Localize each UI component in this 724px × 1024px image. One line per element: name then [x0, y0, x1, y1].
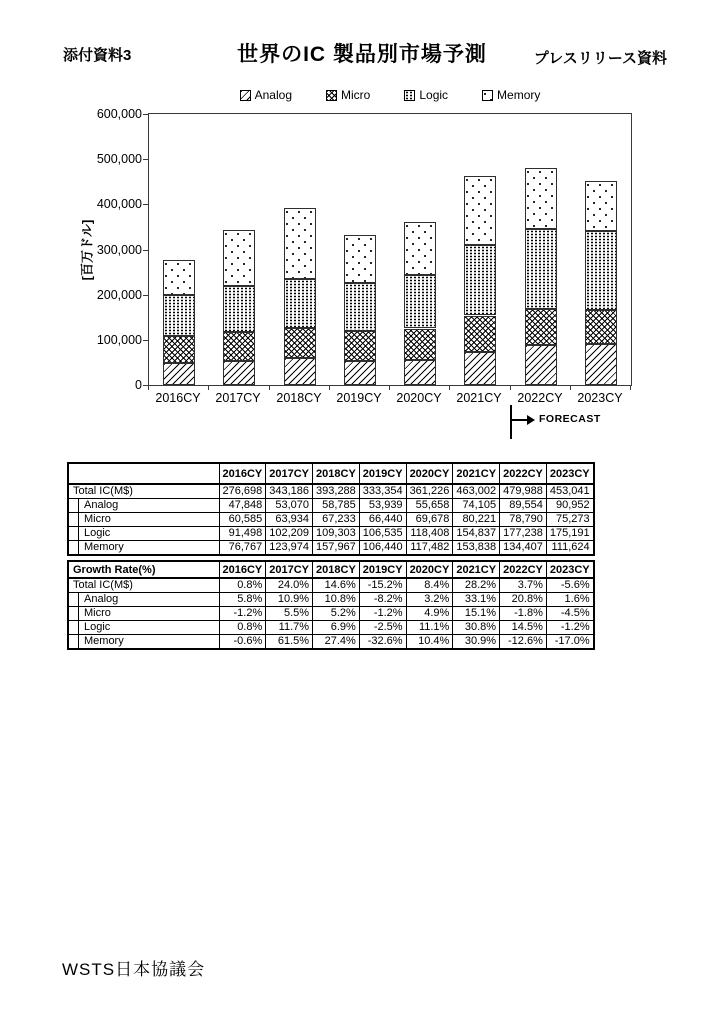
year-column-header: 2022CY [500, 463, 547, 484]
bar-segment-logic [284, 279, 316, 328]
row-label [68, 593, 219, 607]
bar-segment-analog [284, 358, 316, 385]
bar-segment-analog [464, 352, 496, 385]
value-cell: -2.5% [359, 621, 406, 635]
row-label [68, 527, 219, 541]
bar-segment-logic [404, 275, 436, 328]
row-label-text: Micro [78, 607, 219, 620]
value-cell: -1.2% [359, 607, 406, 621]
value-cell: 333,354 [359, 484, 406, 499]
x-tick-mark [208, 386, 209, 390]
year-column-header: 2019CY [359, 561, 406, 578]
x-axis-label-2020cy: 2020CY [396, 391, 442, 405]
value-cell: 55,658 [406, 499, 453, 513]
row-label-text: Memory [78, 541, 219, 554]
page-title: 世界のIC 製品別市場予測 [237, 43, 487, 66]
value-cell: 80,221 [453, 513, 500, 527]
year-column-header: 2023CY [546, 463, 593, 484]
year-column-header: 2018CY [313, 561, 360, 578]
value-cell: -4.5% [546, 607, 593, 621]
value-cell: 134,407 [500, 541, 547, 556]
y-tick-label: 0 [135, 378, 142, 392]
x-tick-mark [570, 386, 571, 390]
x-axis-label-2016cy: 2016CY [155, 391, 201, 405]
bar-segment-analog [404, 360, 436, 385]
row-label-text: Logic [78, 527, 219, 540]
bar-segment-micro [223, 332, 255, 361]
x-tick-mark [389, 386, 390, 390]
legend-label: Analog [254, 88, 292, 102]
bar-segment-logic [344, 283, 376, 331]
x-axis-label-2018cy: 2018CY [276, 391, 322, 405]
y-tick-label: 300,000 [96, 242, 142, 257]
value-cell: 453,041 [546, 484, 593, 499]
value-cell: -12.6% [500, 635, 547, 650]
value-cell: 393,288 [313, 484, 360, 499]
table-row-micro [68, 607, 594, 621]
x-tick-mark [449, 386, 450, 390]
value-cell: 53,070 [266, 499, 313, 513]
value-cell: 27.4% [313, 635, 360, 650]
year-column-header: 2018CY [313, 463, 360, 484]
value-cell: 58,785 [313, 499, 360, 513]
diagonal-hatch-icon [240, 90, 251, 101]
legend-label: Memory [497, 88, 541, 102]
row-label-text: Total IC(M$) [73, 485, 133, 497]
bar-segment-logic [223, 286, 255, 332]
bar-segment-analog [223, 361, 255, 385]
value-cell: 14.5% [500, 621, 547, 635]
value-cell: 123,974 [266, 541, 313, 556]
value-cell: 175,191 [546, 527, 593, 541]
table-row-logic [68, 527, 594, 541]
value-cell: 343,186 [266, 484, 313, 499]
table-row-analog [68, 499, 594, 513]
value-cell: 90,952 [546, 499, 593, 513]
value-cell: -1.8% [500, 607, 547, 621]
value-cell: 47,848 [219, 499, 266, 513]
x-axis-label-2017cy: 2017CY [215, 391, 261, 405]
value-cell: 28.2% [453, 578, 500, 593]
bars-layer [149, 114, 631, 385]
bar-segment-memory [525, 168, 557, 229]
bar-segment-logic [585, 231, 617, 310]
bar-segment-logic [163, 295, 195, 336]
value-cell: 67,233 [313, 513, 360, 527]
value-cell: 30.9% [453, 635, 500, 650]
x-axis-label-2019cy: 2019CY [336, 391, 382, 405]
value-cell: -17.0% [546, 635, 593, 650]
value-cell: 8.4% [406, 578, 453, 593]
dense-dots-icon [404, 90, 415, 101]
value-cell: -8.2% [359, 593, 406, 607]
table-header-row [68, 561, 594, 578]
value-cell: 15.1% [453, 607, 500, 621]
value-cell: 106,535 [359, 527, 406, 541]
value-cell: 63,934 [266, 513, 313, 527]
value-cell: 74,105 [453, 499, 500, 513]
value-cell: 153,838 [453, 541, 500, 556]
value-cell: 11.1% [406, 621, 453, 635]
bar-segment-micro [163, 336, 195, 363]
value-cell: 10.9% [266, 593, 313, 607]
year-column-header: 2016CY [219, 561, 266, 578]
value-cell: 0.8% [219, 621, 266, 635]
row-label-text: Memory [78, 635, 219, 648]
press-release-label: プレスリリース資料 [533, 50, 667, 67]
value-cell: 102,209 [266, 527, 313, 541]
value-cell: 61.5% [266, 635, 313, 650]
bar-segment-micro [464, 316, 496, 352]
value-cell: 53,939 [359, 499, 406, 513]
value-cell: 276,698 [219, 484, 266, 499]
chart-plot-area [148, 113, 632, 386]
bar-segment-micro [404, 329, 436, 360]
y-tick-label: 600,000 [96, 107, 142, 121]
value-cell: 11.7% [266, 621, 313, 635]
chart-legend [148, 88, 632, 102]
bar-segment-micro [344, 331, 376, 361]
bar-segment-memory [223, 230, 255, 286]
row-label [68, 607, 219, 621]
value-cell: 3.2% [406, 593, 453, 607]
table-header-row [68, 463, 594, 484]
year-column-header: 2017CY [266, 561, 313, 578]
legend-item-logic [404, 88, 448, 102]
x-axis-label-2022cy: 2022CY [517, 391, 563, 405]
table-row-total-ic-m- [68, 484, 594, 499]
value-cell: 66,440 [359, 513, 406, 527]
row-label-text: Analog [78, 593, 219, 606]
value-cell: 20.8% [500, 593, 547, 607]
year-column-header: 2016CY [219, 463, 266, 484]
bar-segment-analog [344, 361, 376, 385]
year-column-header: 2019CY [359, 463, 406, 484]
forecast-label: FORECAST [539, 413, 601, 425]
row-label-text: Analog [78, 499, 219, 512]
value-cell: 60,585 [219, 513, 266, 527]
value-cell: -1.2% [219, 607, 266, 621]
value-cell: 5.2% [313, 607, 360, 621]
y-tick-label: 400,000 [96, 197, 142, 212]
value-cell: 117,482 [406, 541, 453, 556]
doc-number: 添付資料3 [63, 47, 132, 64]
x-axis-label-2023cy: 2023CY [577, 391, 623, 405]
bar-segment-memory [585, 181, 617, 231]
table-row-memory [68, 541, 594, 556]
value-cell: 109,303 [313, 527, 360, 541]
cross-hatch-icon [326, 90, 337, 101]
value-cell: 89,554 [500, 499, 547, 513]
growth-rate-table [67, 560, 595, 650]
row-label-text: Total IC(M$) [73, 579, 133, 591]
value-cell: 118,408 [406, 527, 453, 541]
row-label [68, 484, 219, 499]
value-cell: 5.5% [266, 607, 313, 621]
bar-segment-micro [525, 309, 557, 345]
value-cell: 30.8% [453, 621, 500, 635]
bar-segment-analog [585, 344, 617, 385]
row-label-text: Logic [78, 621, 219, 634]
bar-segment-memory [284, 208, 316, 279]
value-cell: 361,226 [406, 484, 453, 499]
value-cell: 463,002 [453, 484, 500, 499]
value-cell: 14.6% [313, 578, 360, 593]
legend-label: Micro [341, 88, 371, 102]
row-label [68, 635, 219, 650]
value-cell: 10.8% [313, 593, 360, 607]
forecast-arrow-shaft [511, 419, 527, 421]
value-cell: 10.4% [406, 635, 453, 650]
bar-segment-memory [163, 260, 195, 295]
value-cell: 33.1% [453, 593, 500, 607]
value-cell: 479,988 [500, 484, 547, 499]
value-cell: 5.8% [219, 593, 266, 607]
value-cell: -5.6% [546, 578, 593, 593]
value-cell: 1.6% [546, 593, 593, 607]
y-tick-label: 100,000 [96, 332, 142, 347]
value-cell: 91,498 [219, 527, 266, 541]
year-column-header: 2017CY [266, 463, 313, 484]
bar-segment-analog [525, 345, 557, 385]
row-label [68, 621, 219, 635]
x-tick-mark [630, 386, 631, 390]
y-axis-title: [百万ドル] [79, 219, 95, 281]
forecast-divider-line [510, 405, 512, 439]
bar-segment-analog [163, 363, 195, 385]
forecast-arrow-icon [527, 415, 535, 425]
table-corner-header: Growth Rate(%) [68, 561, 219, 578]
table-row-analog [68, 593, 594, 607]
value-cell: 3.7% [500, 578, 547, 593]
row-label [68, 578, 219, 593]
value-cell: 78,790 [500, 513, 547, 527]
value-cell: 69,678 [406, 513, 453, 527]
table-row-total-ic-m- [68, 578, 594, 593]
value-cell: 177,238 [500, 527, 547, 541]
value-cell: 75,273 [546, 513, 593, 527]
row-label [68, 513, 219, 527]
footer-organization: WSTS日本協議会 [62, 960, 206, 979]
value-cell: 76,767 [219, 541, 266, 556]
bar-segment-memory [344, 235, 376, 283]
row-label-text: Micro [78, 513, 219, 526]
x-axis-label-2021cy: 2021CY [456, 391, 502, 405]
table-row-memory [68, 635, 594, 650]
table-row-micro [68, 513, 594, 527]
legend-item-memory [482, 88, 540, 102]
value-cell: 111,624 [546, 541, 593, 556]
row-label [68, 499, 219, 513]
year-column-header: 2020CY [406, 463, 453, 484]
value-cell: 6.9% [313, 621, 360, 635]
table-row-logic [68, 621, 594, 635]
year-column-header: 2020CY [406, 561, 453, 578]
bar-segment-memory [464, 176, 496, 245]
market-values-table [67, 462, 595, 556]
value-cell: -0.6% [219, 635, 266, 650]
year-column-header: 2021CY [453, 463, 500, 484]
value-cell: 157,967 [313, 541, 360, 556]
legend-item-micro [326, 88, 370, 102]
value-cell: 0.8% [219, 578, 266, 593]
x-tick-mark [148, 386, 149, 390]
bar-segment-logic [464, 245, 496, 315]
row-label [68, 541, 219, 556]
table-corner-header [68, 463, 219, 484]
value-cell: 154,837 [453, 527, 500, 541]
value-cell: -1.2% [546, 621, 593, 635]
legend-label: Logic [419, 88, 449, 102]
bar-segment-micro [284, 328, 316, 358]
bar-segment-micro [585, 310, 617, 344]
value-cell: 24.0% [266, 578, 313, 593]
y-tick-label: 500,000 [96, 152, 142, 167]
x-tick-mark [510, 386, 511, 390]
value-cell: -15.2% [359, 578, 406, 593]
x-tick-mark [329, 386, 330, 390]
x-tick-mark [269, 386, 270, 390]
bar-segment-memory [404, 222, 436, 275]
value-cell: 106,440 [359, 541, 406, 556]
year-column-header: 2022CY [500, 561, 547, 578]
year-column-header: 2023CY [546, 561, 593, 578]
value-cell: 4.9% [406, 607, 453, 621]
legend-item-analog [240, 88, 292, 102]
bar-segment-logic [525, 229, 557, 309]
y-tick-label: 200,000 [96, 287, 142, 302]
sparse-dots-icon [482, 90, 493, 101]
year-column-header: 2021CY [453, 561, 500, 578]
value-cell: -32.6% [359, 635, 406, 650]
